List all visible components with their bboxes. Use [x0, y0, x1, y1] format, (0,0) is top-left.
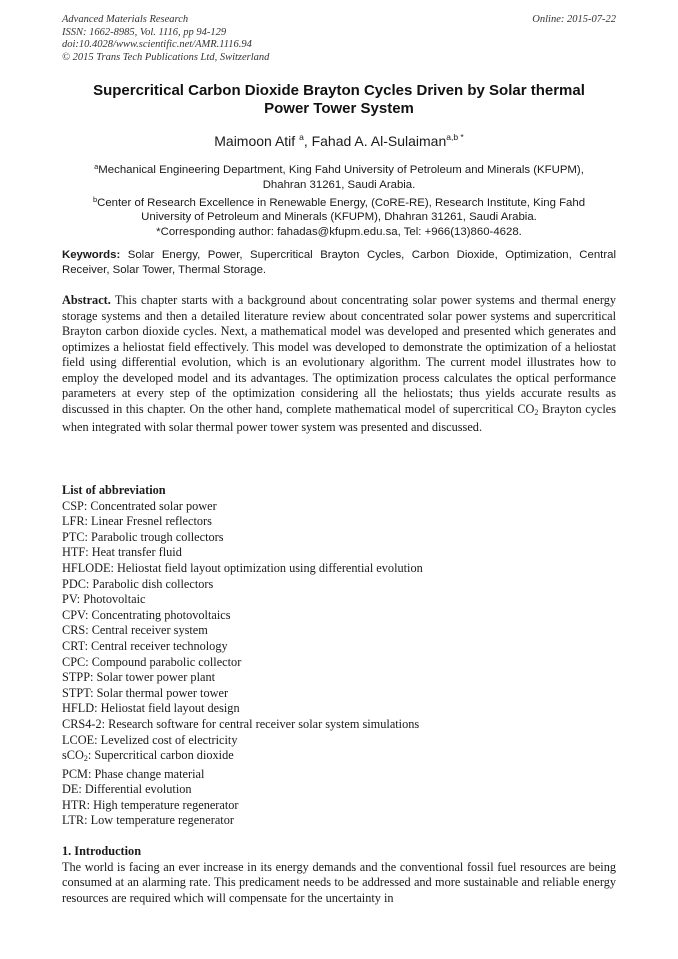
affiliations — [62, 160, 616, 240]
affiliation-b-line1 — [62, 193, 616, 211]
abstract-text: This chapter starts with a background about concentrating solar power systems and thermal energy storage systems and then a detailed literature review about concentrated solar power systems and supercritical Brayton carbon dioxide cycles. Next, a mathematical model was developed and presented which generates and optimizes a heliostat field effectively. This model was developed to demonstrate the optimization of a heliostat field using differential evolution, which is an evolutionary algorithm. The current model illustrates how to employ the developed model and its advantages. The optimization process calculates the optical performance parameters at every step of the optimization considering all the heliostats; thus yields accurate results as discussed in this chapter. On the other hand, complete mathematical model of supercritical CO — [62, 293, 616, 416]
abbreviation-item: CPV: Concentrating photovoltaics — [62, 607, 231, 622]
journal-name: Advanced Materials Research — [62, 14, 189, 25]
abbreviation-item: LFR: Linear Fresnel reflectors — [62, 514, 212, 529]
abbreviation-item: CRS4-2: Research software for central receiver solar system simulations — [62, 716, 420, 731]
introduction-text: The world is facing an ever increase in its energy demands and the conventional fossil fuel resources are being consumed at an alarming rate. This predicament needs to be addressed and more sustainable and reliable energy resources are required which will compensate for the uncertainty in — [62, 859, 616, 905]
corresponding-author: *Corresponding author: fahadas@kfupm.edu.sa, Tel: +966(13)860-4628. — [156, 226, 522, 239]
affiliation-b-line2: University of Petroleum and Minerals (KFUPM), Dhahran 31261, Saudi Arabia. — [141, 211, 537, 224]
introduction-section — [62, 844, 616, 906]
abbreviation-item: PV: Photovoltaic — [62, 592, 146, 607]
abbreviation-item: LTR: Low temperature regenerator — [62, 813, 234, 828]
keywords-text: Solar Energy, Power, Supercritical Brayton Cycles, Carbon Dioxide, Optimization, Central Receiver, Solar Tower, Thermal Storage. — [62, 249, 616, 276]
journal-meta — [62, 14, 269, 64]
affiliation-a-text: Mechanical Engineering Department, King Fahd University of Petroleum and Minerals (KFUPM), — [98, 164, 584, 176]
affiliation-a-line1 — [62, 160, 616, 178]
paper-title — [62, 82, 616, 118]
author-separator: , — [303, 133, 312, 149]
abstract-text-end: Brayton cycles when integrated with solar thermal power tower system was presented and discussed. — [62, 401, 616, 435]
abbreviation-item: STPP: Solar tower power plant — [62, 670, 216, 685]
abbreviation-item: HFLD: Heliostat field layout design — [62, 701, 240, 716]
abbreviation-item: PDC: Parabolic dish collectors — [62, 576, 214, 591]
author-1: Maimoon Atif — [214, 133, 296, 149]
journal-doi: doi:10.4028/www.scientific.net/AMR.1116.94 — [62, 39, 252, 51]
abbreviation-heading: List of abbreviation — [62, 483, 166, 497]
sco2-sub: 2 — [83, 754, 88, 764]
abbreviation-item: CRT: Central receiver technology — [62, 638, 228, 653]
abbreviation-item: DE: Differential evolution — [62, 782, 192, 797]
abbreviation-item: PCM: Phase change material — [62, 766, 205, 781]
affiliation-a-mark: a — [94, 162, 99, 171]
paper-title-line1: Supercritical Carbon Dioxide Brayton Cycles Driven by Solar thermal — [93, 82, 585, 99]
affiliation-b-text: Center of Research Excellence in Renewable Energy, (CoRE-RE), Research Institute, King Fahd — [97, 196, 586, 209]
abbreviation-item: LCOE: Levelized cost of electricity — [62, 732, 238, 747]
abstract-label: Abstract. — [62, 293, 111, 307]
abbreviation-item-sco2 — [62, 748, 616, 767]
journal-copyright: © 2015 Trans Tech Publications Ltd, Switzerland — [62, 51, 270, 63]
abbreviation-item: PTC: Parabolic trough collectors — [62, 529, 224, 544]
keywords-label: Keywords: — [62, 249, 121, 261]
paper-title-line2: Power Tower System — [264, 100, 414, 117]
sco2-rest: : Supercritical carbon dioxide — [87, 748, 234, 763]
abstract — [62, 293, 616, 436]
author-2: Fahad A. Al-Sulaiman — [311, 133, 447, 149]
abbreviation-item: CSP: Concentrated solar power — [62, 498, 217, 513]
author-2-affil: a,b * — [446, 132, 464, 142]
abbreviation-list — [62, 483, 616, 829]
journal-issn: ISSN: 1662-8985, Vol. 1116, pp 94-129 — [62, 26, 227, 38]
abstract-co2-sub: 2 — [534, 407, 539, 417]
keywords — [62, 248, 616, 278]
affiliation-b-mark: b — [92, 194, 98, 204]
abbreviation-item: STPT: Solar thermal power tower — [62, 685, 229, 700]
abbreviation-item: HFLODE: Heliostat field layout optimization using differential evolution — [62, 560, 423, 575]
affiliation-a-line2: Dhahran 31261, Saudi Arabia. — [262, 178, 416, 191]
abbreviation-item: HTR: High temperature regenerator — [62, 797, 239, 812]
introduction-heading: 1. Introduction — [62, 844, 142, 858]
online-date: Online: 2015-07-22 — [532, 14, 616, 25]
abbreviation-item: CRS: Central receiver system — [62, 623, 208, 638]
abbreviation-item: HTF: Heat transfer fluid — [62, 545, 182, 560]
abbreviation-item: CPC: Compound parabolic collector — [62, 654, 242, 669]
author-1-affil: a — [299, 132, 304, 142]
author-list — [62, 128, 616, 150]
sco2-prefix: sCO — [62, 748, 84, 763]
